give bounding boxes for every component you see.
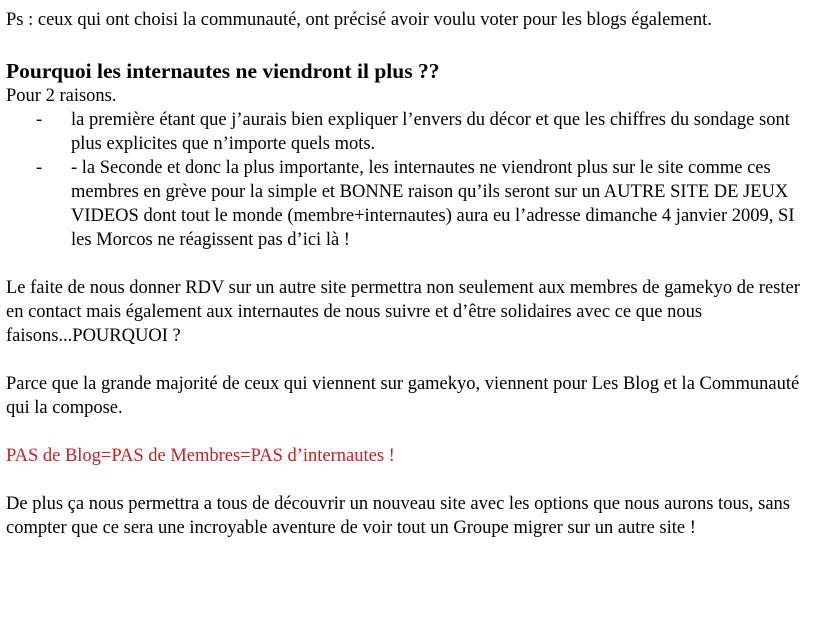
majority-paragraph: Parce que la grande majorité de ceux qui viennent sur gamekyo, viennent pour Les Blog et la Communauté qui la compose. [6, 374, 800, 418]
reason-text: la première étant que j’aurais bien expliquer l’envers du décor et que les chiffres du sondage sont plus explicites que n’importe quels mots. [71, 110, 790, 154]
spacer [6, 468, 814, 492]
closing-paragraph: De plus ça nous permettra a tous de découvrir un nouveau site avec les options que nous aurons tous, sans compter que ce sera une incroyable aventure de voir tout un Groupe migrer sur un autre site ! [6, 494, 791, 538]
bullet-dash: - [36, 158, 43, 178]
slogan-text: PAS de Blog=PAS de Membres=PAS d’internautes ! [6, 446, 395, 466]
spacer [6, 348, 814, 372]
reasons-list [6, 108, 814, 252]
rdv-paragraph: Le faite de nous donner RDV sur un autre site permettra non seulement aux membres de gamekyo de rester en contact mais également aux internautes de nous suivre et d’être solidaires avec ce que nous faisons...POURQUOI ? [6, 278, 800, 346]
reason-text: - la Seconde et donc la plus importante, les internautes ne viendront plus sur le site comme ces membres en grève pour la simple et BONNE raison qu’ils seront sur un AUTRE SITE DE JEUX VIDEOS dont tout le monde (membre+internautes) aura eu l’adresse dimanche 4 janvier 2009, SI les Morcos ne réagissent pas d’ici là ! [71, 158, 795, 250]
spacer [6, 420, 814, 444]
list-item [6, 108, 814, 156]
spacer [6, 32, 814, 56]
ps-note: Ps : ceux qui ont choisi la communauté, ont précisé avoir voulu voter pour les blogs également. [6, 10, 712, 30]
spacer [6, 252, 814, 276]
intro-text: Pour 2 raisons. [6, 86, 117, 106]
bullet-dash: - [36, 110, 43, 130]
section-heading: Pourquoi les internautes ne viendront il plus ?? [6, 59, 440, 83]
list-item [6, 156, 814, 252]
